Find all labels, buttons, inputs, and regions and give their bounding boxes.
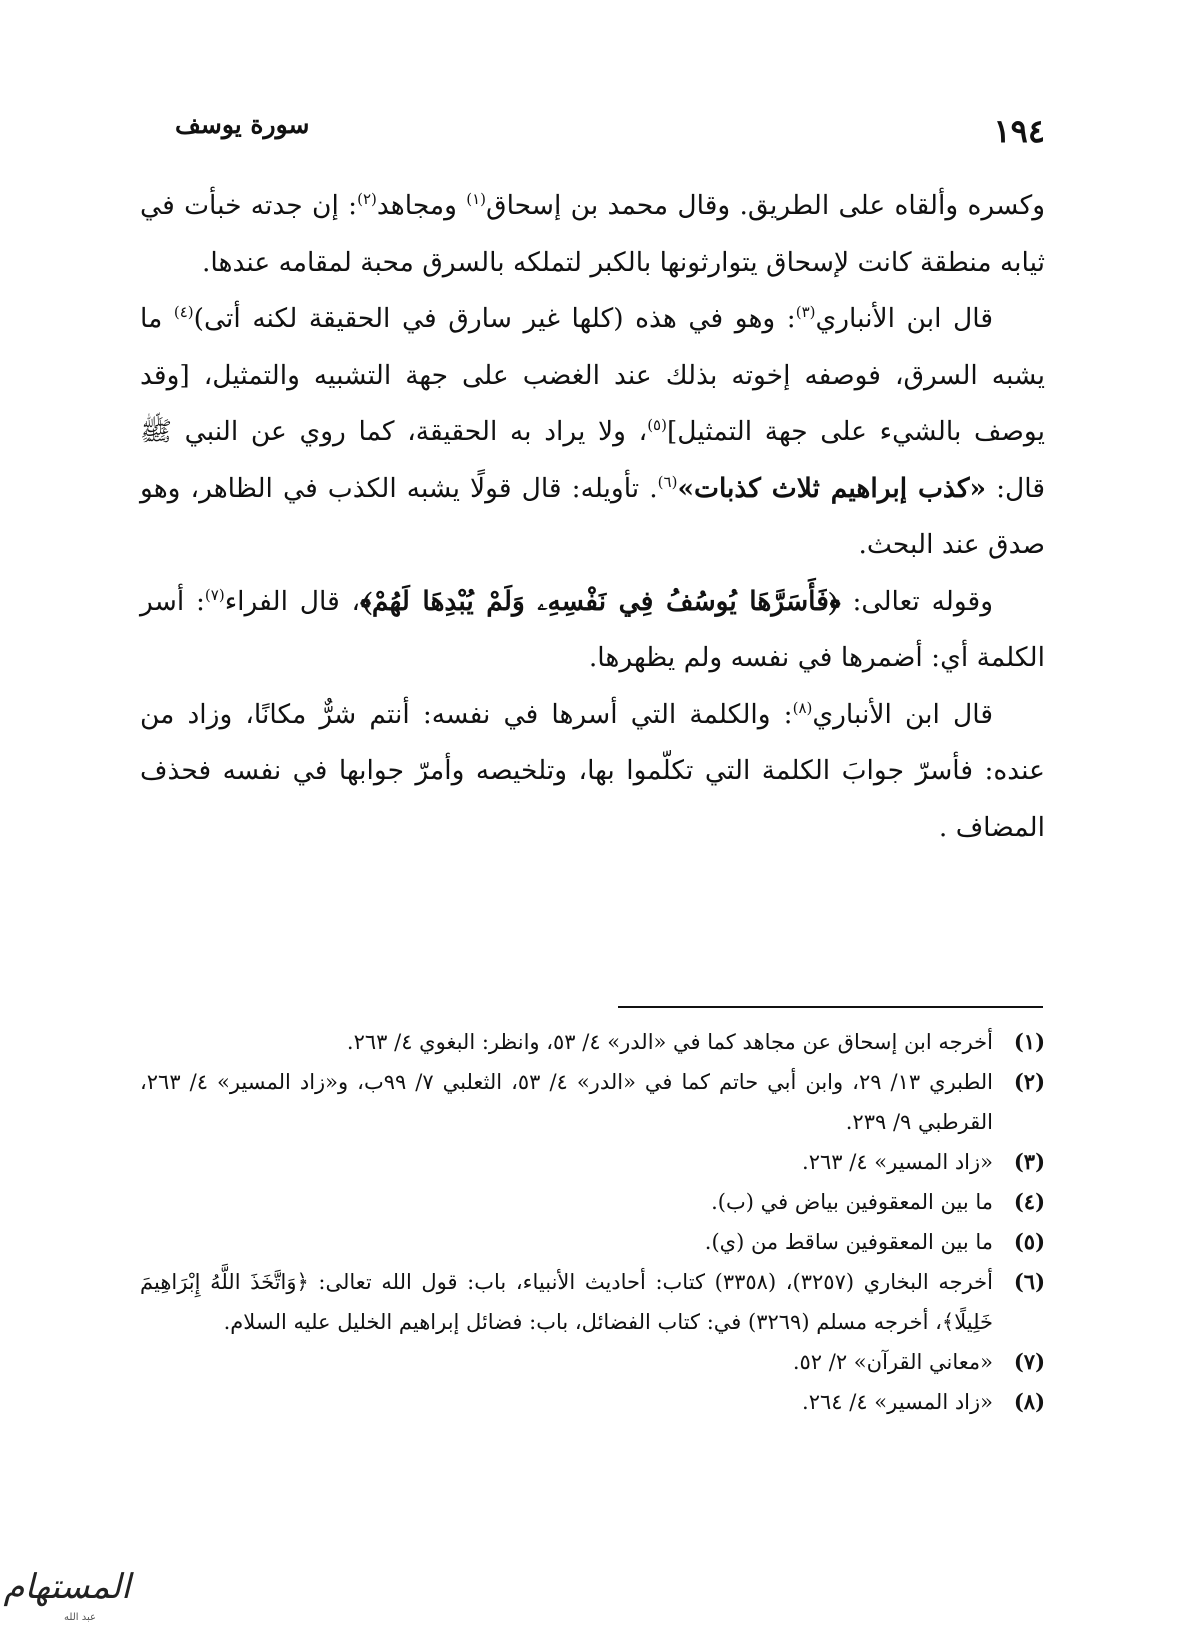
footnote-number: (٥) <box>1013 1229 1045 1254</box>
footnote-item <box>140 1062 1045 1142</box>
text-run: . تأويله: قال قولًا يشبه الكذب في الظاهر، وهو صدق عند البحث. <box>140 472 1045 560</box>
paragraph-1 <box>140 178 1045 291</box>
footnote-text: «معاني القرآن» ٢/ ٥٢. <box>792 1350 993 1374</box>
footnote-text: الطبري ١٣/ ٢٩، وابن أبي حاتم كما في «الدر» ٤/ ٥٣، الثعلبي ٧/ ٩٩ب، و«زاد المسير» ٤/ ٢٦٣، القرطبي ٩/ ٢٣٩. <box>140 1070 993 1134</box>
text-run: ، ولا يراد به الحقيقة، كما روي عن النبي ﷺ قال: <box>140 416 1045 504</box>
text-run: : إن جدته خبأت في ثيابه منطقة كانت لإسحاق يتوارثونها بالكبر لتملكه بالسرق محبة لمقامه عندها. <box>140 190 1045 278</box>
footnote-text: أخرجه ابن إسحاق عن مجاهد كما في «الدر» ٤/ ٥٣، وانظر: البغوي ٤/ ٢٦٣. <box>346 1030 993 1054</box>
text-run: قال ابن الأنباري <box>812 698 993 730</box>
page-number: ١٩٤ <box>993 112 1045 150</box>
footnote-number: (٤) <box>1013 1189 1045 1214</box>
footnote-item <box>140 1262 1045 1342</box>
footnote-ref-6: (٦) <box>657 472 678 491</box>
text-run: وقوله تعالى: <box>840 585 994 617</box>
footnote-item <box>140 1342 1045 1382</box>
footnote-divider <box>618 1006 1043 1008</box>
text-run: ما يشبه السرق، فوصفه إخوته بذلك عند الغضب على جهة التشبيه والتمثيل، [وقد يوصف بالشيء على جهة التمثيل] <box>140 303 1045 447</box>
text-run: قال ابن الأنباري <box>815 303 993 334</box>
paragraph-2 <box>140 291 1045 574</box>
footnote-ref-5: (٥) <box>647 416 667 435</box>
footnote-number: (٣) <box>1013 1149 1045 1174</box>
running-header <box>175 100 1045 150</box>
footnote-item <box>140 1222 1045 1262</box>
footnote-text: أخرجه البخاري (٣٢٥٧)، (٣٣٥٨) كتاب: أحاديث الأنبياء، باب: قول الله تعالى: ﴿وَاتَّخَذَ اللَّهُ إِبْرَاهِيمَ خَلِيلًا﴾، أخرجه مسلم (٣٢٦٩) في: كتاب الفضائل، باب: فضائل إبراهيم الخليل عليه السلام. <box>140 1270 993 1334</box>
footnote-ref-3: (٣) <box>795 303 816 322</box>
text-run: ، قال الفراء <box>224 585 361 617</box>
text-run: ومجاهد <box>376 190 467 221</box>
quran-verse: ﴿فَأَسَرَّهَا يُوسُفُ فِي نَفْسِهِۦ وَلَمْ يُبْدِهَا لَهُمْ﴾ <box>360 585 841 617</box>
footnote-ref-1: (١) <box>466 190 487 209</box>
svg-text:عبد الله: عبد الله <box>64 1612 96 1623</box>
footnote-text: ما بين المعقوفين ساقط من (ي). <box>704 1230 993 1254</box>
footnote-ref-4: (٤) <box>173 303 194 322</box>
hadith-quote: «كذب إبراهيم ثلاث كذبات» <box>677 472 987 504</box>
footnote-number: (٨) <box>1013 1389 1045 1414</box>
watermark-logo <box>3 1560 131 1630</box>
footnote-item <box>140 1142 1045 1182</box>
footnote-ref-2: (٢) <box>357 190 377 209</box>
text-run: : وهو في هذه (كلها غير سارق في الحقيقة لكنه أتى) <box>193 303 796 334</box>
footnotes <box>140 1022 1045 1422</box>
footnote-item <box>140 1022 1045 1062</box>
footnote-number: (٧) <box>1013 1349 1045 1374</box>
paragraph-4 <box>140 687 1045 857</box>
text-run: وكسره وألقاه على الطريق. وقال محمد بن إسحاق <box>486 190 1045 221</box>
text-run: : أسر الكلمة أي: أضمرها في نفسه ولم يظهرها. <box>140 585 1045 673</box>
footnote-ref-7: (٧) <box>204 585 225 604</box>
footnote-item <box>140 1382 1045 1422</box>
footnote-text: «زاد المسير» ٤/ ٢٦٣. <box>802 1150 993 1174</box>
footnote-number: (٢) <box>1013 1069 1045 1094</box>
footnote-number: (٦) <box>1013 1269 1045 1294</box>
footnote-text: «زاد المسير» ٤/ ٢٦٤. <box>802 1390 993 1414</box>
svg-text:المستهام: المستهام <box>3 1567 131 1607</box>
paragraph-3 <box>140 574 1045 687</box>
text-run: : والكلمة التي أسرها في نفسه: أنتم شرٌّ مكانًا، وزاد من عنده: فأسرّ جوابَ الكلمة التي تكلّموا بها، وتلخيصه وأمرّ جوابها في نفسه فحذف المضاف . <box>140 698 1045 843</box>
footnote-text: ما بين المعقوفين بياض في (ب). <box>711 1190 993 1214</box>
footnote-number: (١) <box>1013 1029 1045 1054</box>
surah-title: سورة يوسف <box>175 110 310 139</box>
main-text <box>140 178 1045 856</box>
footnote-ref-8: (٨) <box>792 698 813 717</box>
footnote-item <box>140 1182 1045 1222</box>
